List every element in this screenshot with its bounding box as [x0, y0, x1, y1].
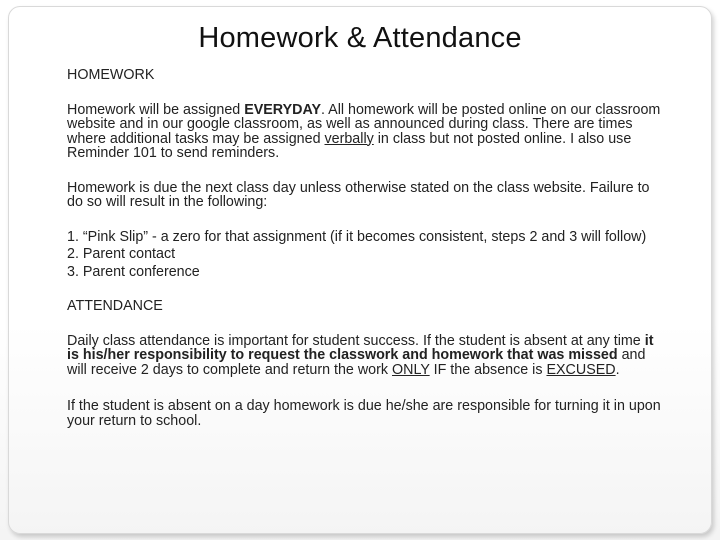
responsibility-emphasis: it is his/her responsibility to request the classwork and homework that was missed [67, 332, 654, 363]
homework-text-1: Homework will be assigned [67, 101, 245, 118]
consequence-item-1: 1. “Pink Slip” - a zero for that assignment (if it becomes consistent, steps 2 and 3 will follow) [67, 228, 647, 245]
slide-title: Homework & Attendance [198, 22, 522, 54]
attendance-paragraph [67, 334, 663, 378]
everyday-emphasis: EVERYDAY [244, 101, 322, 118]
only-underlined: ONLY [392, 361, 430, 378]
excused-underlined: EXCUSED [546, 361, 616, 378]
attendance-text-1: Daily class attendance is important for student success. If the student is absent at any time [67, 332, 645, 349]
homework-text-2: . All homework will be posted online on our classroom website and in our google classroom, as well as announced during class. There are times where additional tasks may be assigned [67, 101, 661, 147]
homework-paragraph [67, 103, 663, 161]
attendance-text-2: and will receive 2 days to complete and return the work [67, 347, 646, 378]
consequence-item-2: 2. Parent contact [67, 246, 176, 262]
homework-text-3: in class but not posted online. I also use Reminder 101 to send reminders. [67, 130, 632, 161]
slide-body [67, 68, 663, 428]
verbally-underlined: verbally [324, 130, 374, 147]
consequence-item-3: 3. Parent conference [67, 263, 200, 280]
due-paragraph: Homework is due the next class day unless otherwise stated on the class website. Failure to do so will result in the following: [67, 179, 650, 210]
attendance-text-4: . [615, 361, 620, 378]
homework-heading: HOMEWORK [67, 67, 155, 83]
absent-due-paragraph: If the student is absent on a day homework is due he/she are responsible for turning it in upon your return to school. [67, 398, 661, 429]
attendance-heading: ATTENDANCE [67, 298, 163, 314]
attendance-text-3: IF the absence is [429, 361, 547, 378]
